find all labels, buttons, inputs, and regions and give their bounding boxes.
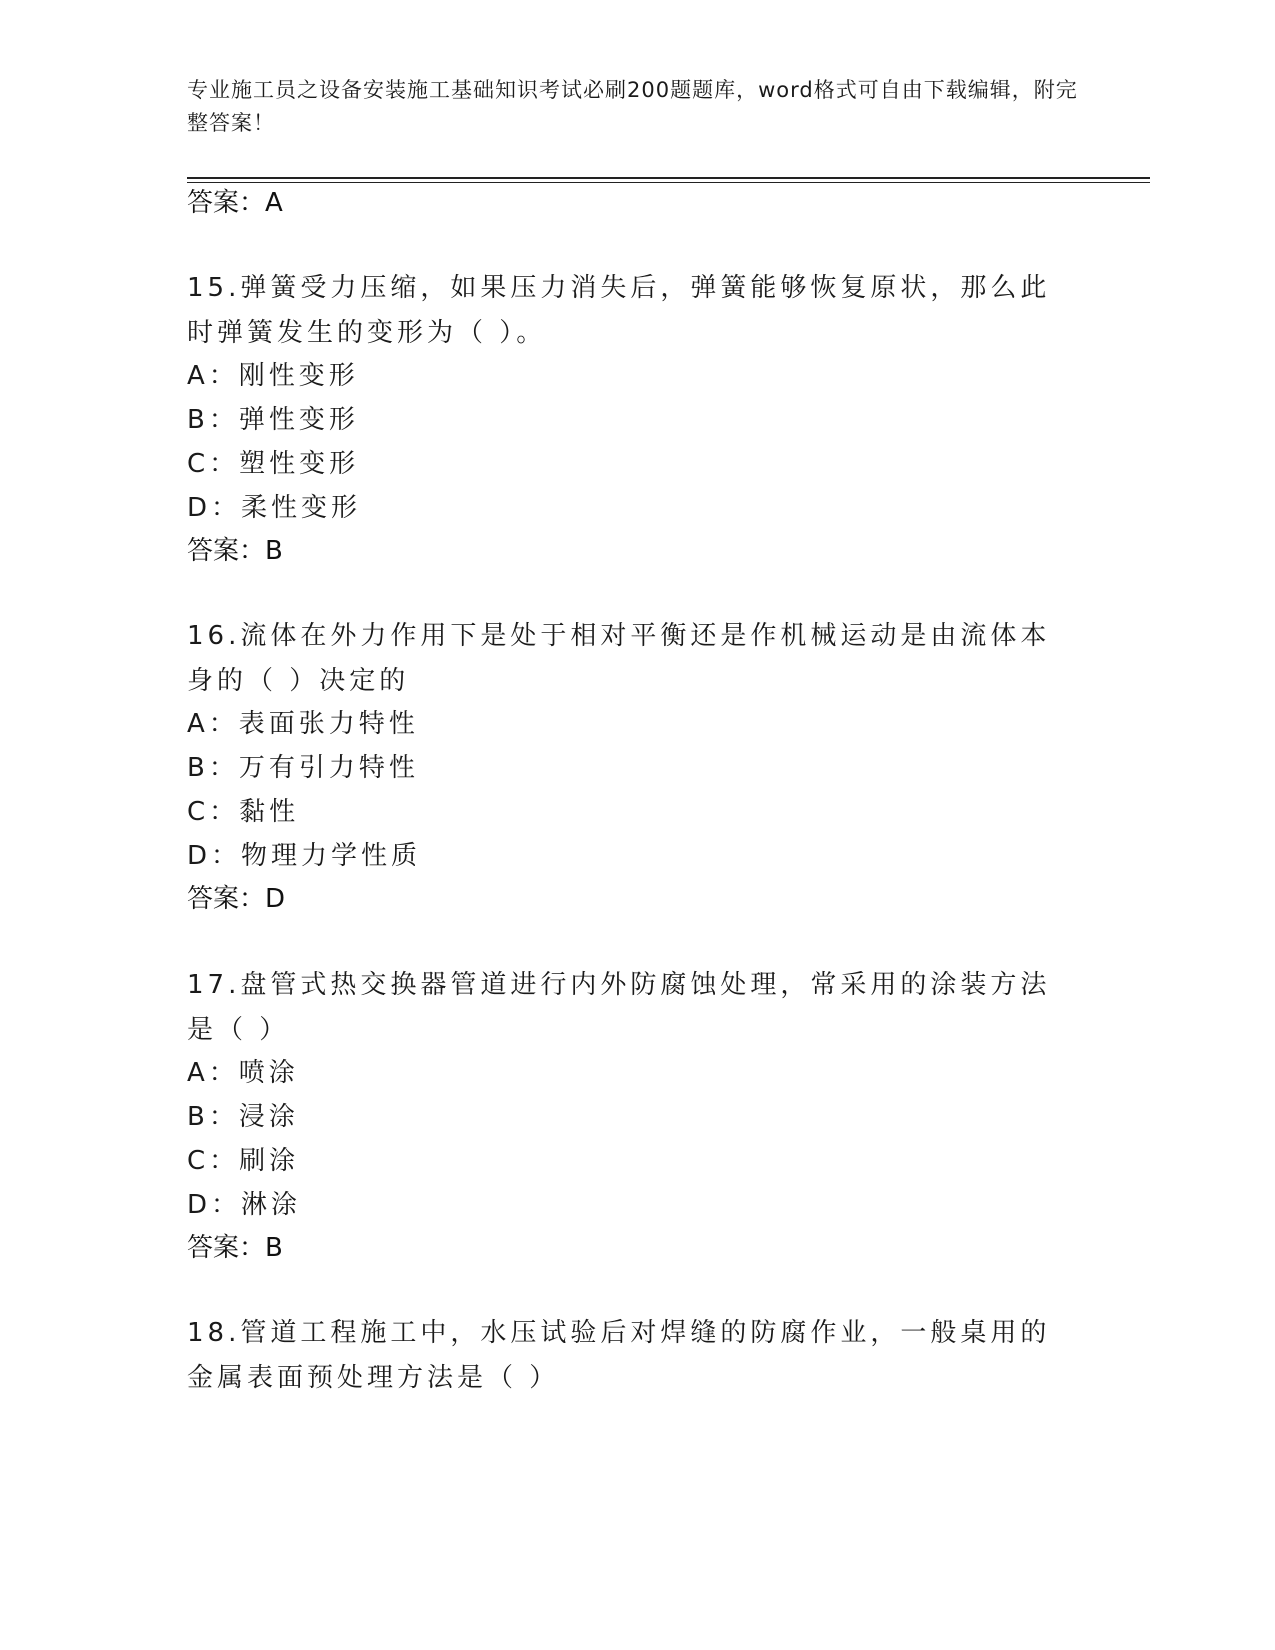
question-15-option-c: C：塑性变形 xyxy=(187,449,360,479)
question-15: 15.弹簧受力压缩，如果压力消失后，弹簧能够恢复原状，那么此时弹簧发生的变形为（ ）。 xyxy=(187,273,1051,348)
answer-16: 答案：D xyxy=(187,884,286,914)
question-17-option-b: B：浸涂 xyxy=(187,1102,299,1132)
question-15-option-b: B：弹性变形 xyxy=(187,405,359,435)
question-17-option-c: C：刷涂 xyxy=(187,1146,300,1176)
answer-15: 答案：B xyxy=(187,536,283,566)
question-16-option-d: D：物理力学性质 xyxy=(187,841,422,871)
header-divider-thick xyxy=(187,177,1150,179)
question-16: 16.流体在外力作用下是处于相对平衡还是作机械运动是由流体本身的（ ）决定的 xyxy=(187,621,1051,696)
question-15-option-a: A：刚性变形 xyxy=(187,361,359,391)
question-17-option-a: A：喷涂 xyxy=(187,1058,299,1088)
question-16-option-b: B：万有引力特性 xyxy=(187,753,419,783)
question-17: 17.盘管式热交换器管道进行内外防腐蚀处理，常采用的涂装方法是（ ） xyxy=(187,970,1051,1045)
answer-17: 答案：B xyxy=(187,1233,283,1263)
question-16-option-a: A：表面张力特性 xyxy=(187,709,419,739)
question-17-option-d: D：淋涂 xyxy=(187,1190,302,1220)
header-divider-thin xyxy=(187,182,1150,183)
question-15-option-d: D：柔性变形 xyxy=(187,493,362,523)
question-16-option-c: C：黏性 xyxy=(187,797,300,827)
answer-14: 答案：A xyxy=(187,188,283,218)
question-18: 18.管道工程施工中，水压试验后对焊缝的防腐作业，一般桌用的金属表面预处理方法是（ ） xyxy=(187,1318,1051,1393)
document-header: 专业施工员之设备安装施工基础知识考试必刷200题题库，word格式可自由下载编辑，附完整答案！ xyxy=(187,78,1078,135)
